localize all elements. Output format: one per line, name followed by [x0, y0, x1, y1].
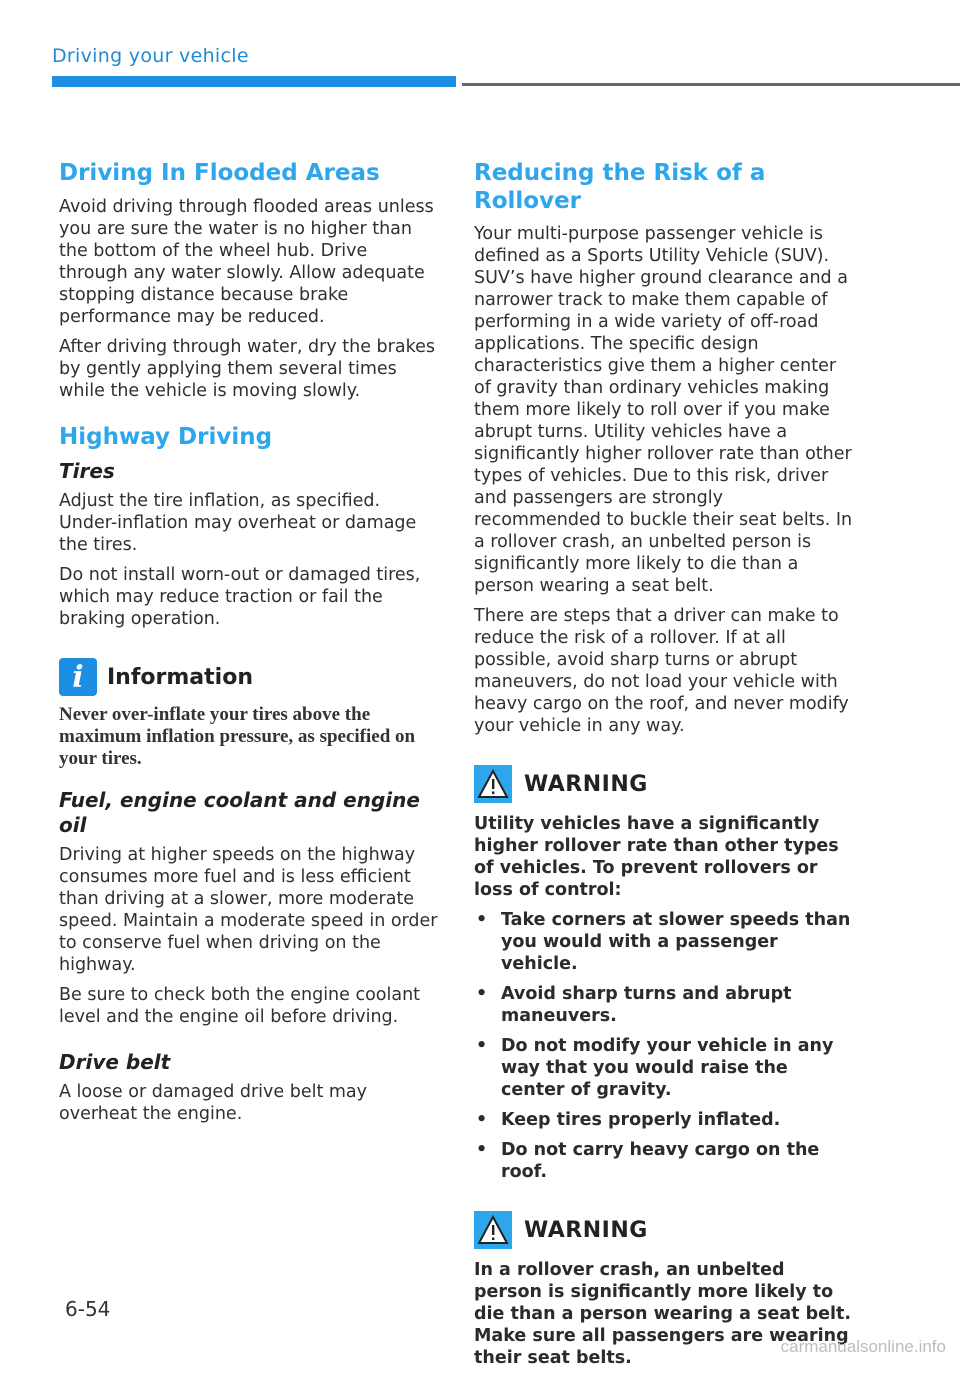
header-accent-bar [52, 76, 456, 87]
bullet-marker: • [476, 1140, 488, 1161]
warning-title-1: WARNING [524, 771, 648, 797]
information-header [59, 658, 439, 696]
warning-bullet [474, 1035, 854, 1101]
warning-bullet-text: Take corners at slower speeds than you would with a passenger vehicle. [501, 910, 851, 975]
warning-bullet-text: Do not modify your vehicle in any way that you would raise the center of gravity. [501, 1036, 834, 1101]
flooded-heading: Driving In Flooded Areas [59, 160, 380, 186]
left-column [59, 160, 439, 1133]
warning-bullet-text: Keep tires properly inflated. [501, 1110, 781, 1131]
warning-triangle-icon [474, 1211, 512, 1249]
warning-body-2: In a rollover crash, an unbelted person is significantly more likely to die than a person wearing a seat belt. Make sure all passengers are wearing their seat belts. [474, 1260, 852, 1369]
bullet-marker: • [476, 984, 488, 1005]
rollover-paragraph-1: Your multi-purpose passenger vehicle is defined as a Sports Utility Vehicle (SUV). SUV’s have higher ground clearance and a narrower track to make them capable of performing in a wide variety of off-road applications. The specific design characteristics give them a higher center of gravity than ordinary vehicles making them more likely to roll over if you make abrupt turns. Utility vehicles have a significantly higher rollover rate than other types of vehicles. Due to this risk, driver and passengers are strongly recommended to buckle their seat belts. In a rollover crash, an unbelted person is significantly more likely to die than a person wearing a seat belt. [474, 224, 853, 597]
running-header: Driving your vehicle [52, 45, 249, 67]
warning-header-2 [474, 1211, 854, 1249]
bullet-marker: • [476, 910, 488, 931]
warning-bullet [474, 909, 854, 975]
fuel-heading: Fuel, engine coolant and engine oil [59, 788, 420, 838]
warning-bullet [474, 1139, 854, 1183]
warning-bullet-text: Do not carry heavy cargo on the roof. [501, 1140, 820, 1183]
information-body: Never over-inflate your tires above the maximum inflation pressure, as specified on your tires. [59, 704, 416, 770]
bullet-marker: • [476, 1110, 488, 1131]
header-rule [462, 83, 960, 86]
drive-belt-paragraph: A loose or damaged drive belt may overheat the engine. [59, 1082, 368, 1125]
tires-heading: Tires [59, 459, 115, 484]
warning-bullet [474, 1109, 854, 1131]
rollover-paragraph-2: There are steps that a driver can make to reduce the risk of a rollover. If at all possible, avoid sharp turns or abrupt maneuvers, do not load your vehicle with heavy cargo on the roof, and never modify your vehicle in any way. [474, 606, 849, 737]
drive-belt-heading: Drive belt [59, 1050, 171, 1075]
flooded-paragraph-2: After driving through water, dry the brakes by gently applying them several times while the vehicle is moving slowly. [59, 336, 435, 401]
information-title: Information [107, 664, 253, 690]
page-number: 6-54 [65, 1297, 111, 1321]
flooded-paragraph-1: Avoid driving through flooded areas unless you are sure the water is no higher than the bottom of the wheel hub. Drive through any water slowly. Allow adequate stopping distance because brake performance may be reduced. [59, 196, 434, 327]
warning-bullet-text: Avoid sharp turns and abrupt maneuvers. [501, 984, 792, 1027]
fuel-paragraph-1: Driving at higher speeds on the highway consumes more fuel and is less efficient than driving at a slower, more moderate speed. Maintain a moderate speed in order to conserve fuel when driving on the highway. [59, 845, 438, 976]
warning-triangle-icon [474, 765, 512, 803]
information-icon: i [59, 658, 97, 696]
tires-paragraph-2: Do not install worn-out or damaged tires, which may reduce traction or fail the braking operation. [59, 565, 421, 630]
bullet-marker: • [476, 1036, 488, 1057]
highway-heading: Highway Driving [59, 423, 273, 450]
warning-bullet [474, 983, 854, 1027]
warning-body-1: Utility vehicles have a significantly higher rollover rate than other types of vehicles. To prevent rollovers or loss of control: [474, 814, 839, 901]
right-column [474, 160, 854, 1377]
fuel-paragraph-2: Be sure to check both the engine coolant level and the engine oil before driving. [59, 985, 421, 1028]
warning-header-1 [474, 765, 854, 803]
tires-paragraph-1: Adjust the tire inflation, as specified. Under-inflation may overheat or damage the tires. [59, 491, 417, 556]
watermark: carmanualsonline.info [780, 1337, 946, 1356]
warning-title-2: WARNING [524, 1217, 648, 1243]
rollover-heading: Reducing the Risk of a Rollover [474, 160, 766, 214]
